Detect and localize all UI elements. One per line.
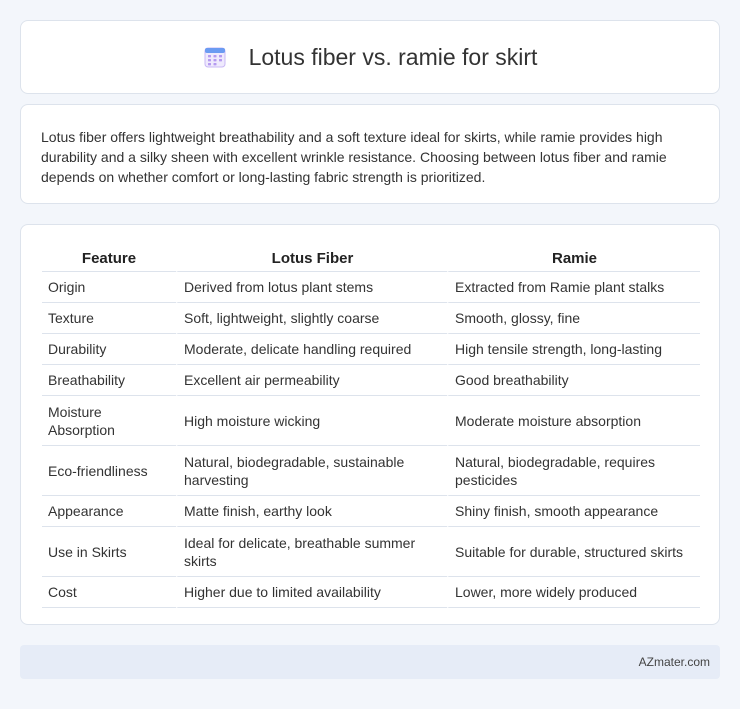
intro-card (20, 104, 720, 204)
lotus-cell: Matte finish, earthy look (176, 496, 447, 527)
ramie-cell: Lower, more widely produced (447, 577, 700, 608)
page-title: Lotus fiber vs. ramie for skirt (248, 43, 538, 70)
footer-site-label: AZmater.com (638, 655, 710, 669)
ramie-cell: Natural, biodegradable, requires pesticides (447, 446, 700, 496)
table-row (42, 272, 700, 303)
feature-cell: Durability (42, 334, 176, 365)
table-header-row (42, 247, 700, 272)
lotus-cell: Natural, biodegradable, sustainable harvesting (176, 446, 447, 496)
lotus-cell: Ideal for delicate, breathable summer skirts (176, 527, 447, 577)
table-row (42, 334, 700, 365)
header-ramie: Ramie (447, 247, 700, 272)
lotus-cell: Excellent air permeability (176, 365, 447, 396)
feature-cell: Breathability (42, 365, 176, 396)
title-card (20, 20, 720, 94)
table-row (42, 527, 700, 577)
ramie-cell: Suitable for durable, structured skirts (447, 527, 700, 577)
lotus-cell: Derived from lotus plant stems (176, 272, 447, 303)
lotus-cell: Soft, lightweight, slightly coarse (176, 303, 447, 334)
feature-cell: Texture (42, 303, 176, 334)
table-row (42, 577, 700, 608)
table-row (42, 303, 700, 334)
ramie-cell: Moderate moisture absorption (447, 396, 700, 446)
footer (20, 645, 720, 679)
feature-cell: Eco-friendliness (42, 446, 176, 496)
feature-cell: Appearance (42, 496, 176, 527)
table-row (42, 396, 700, 446)
table-row (42, 446, 700, 496)
header-feature: Feature (42, 247, 176, 272)
ramie-cell: High tensile strength, long-lasting (447, 334, 700, 365)
ramie-cell: Extracted from Ramie plant stalks (447, 272, 700, 303)
feature-cell: Moisture Absorption (42, 396, 176, 446)
table-row (42, 496, 700, 527)
lotus-cell: High moisture wicking (176, 396, 447, 446)
intro-text: Lotus fiber offers lightweight breathability and a soft texture ideal for skirts, while ramie provides high durability and a silky sheen with excellent wrinkle resistance. Choosing between lotus fiber and ramie depends on whether comfort or long-lasting fabric strength is prioritized. (41, 129, 667, 185)
comparison-table (42, 247, 700, 608)
feature-cell: Origin (42, 272, 176, 303)
feature-cell: Use in Skirts (42, 527, 176, 577)
table-card (20, 224, 720, 625)
lotus-cell: Higher due to limited availability (176, 577, 447, 608)
ramie-cell: Good breathability (447, 365, 700, 396)
calendar-icon (203, 45, 227, 69)
header-lotus-fiber: Lotus Fiber (176, 247, 447, 272)
ramie-cell: Smooth, glossy, fine (447, 303, 700, 334)
lotus-cell: Moderate, delicate handling required (176, 334, 447, 365)
feature-cell: Cost (42, 577, 176, 608)
table-row (42, 365, 700, 396)
ramie-cell: Shiny finish, smooth appearance (447, 496, 700, 527)
title-wrap (203, 44, 538, 71)
